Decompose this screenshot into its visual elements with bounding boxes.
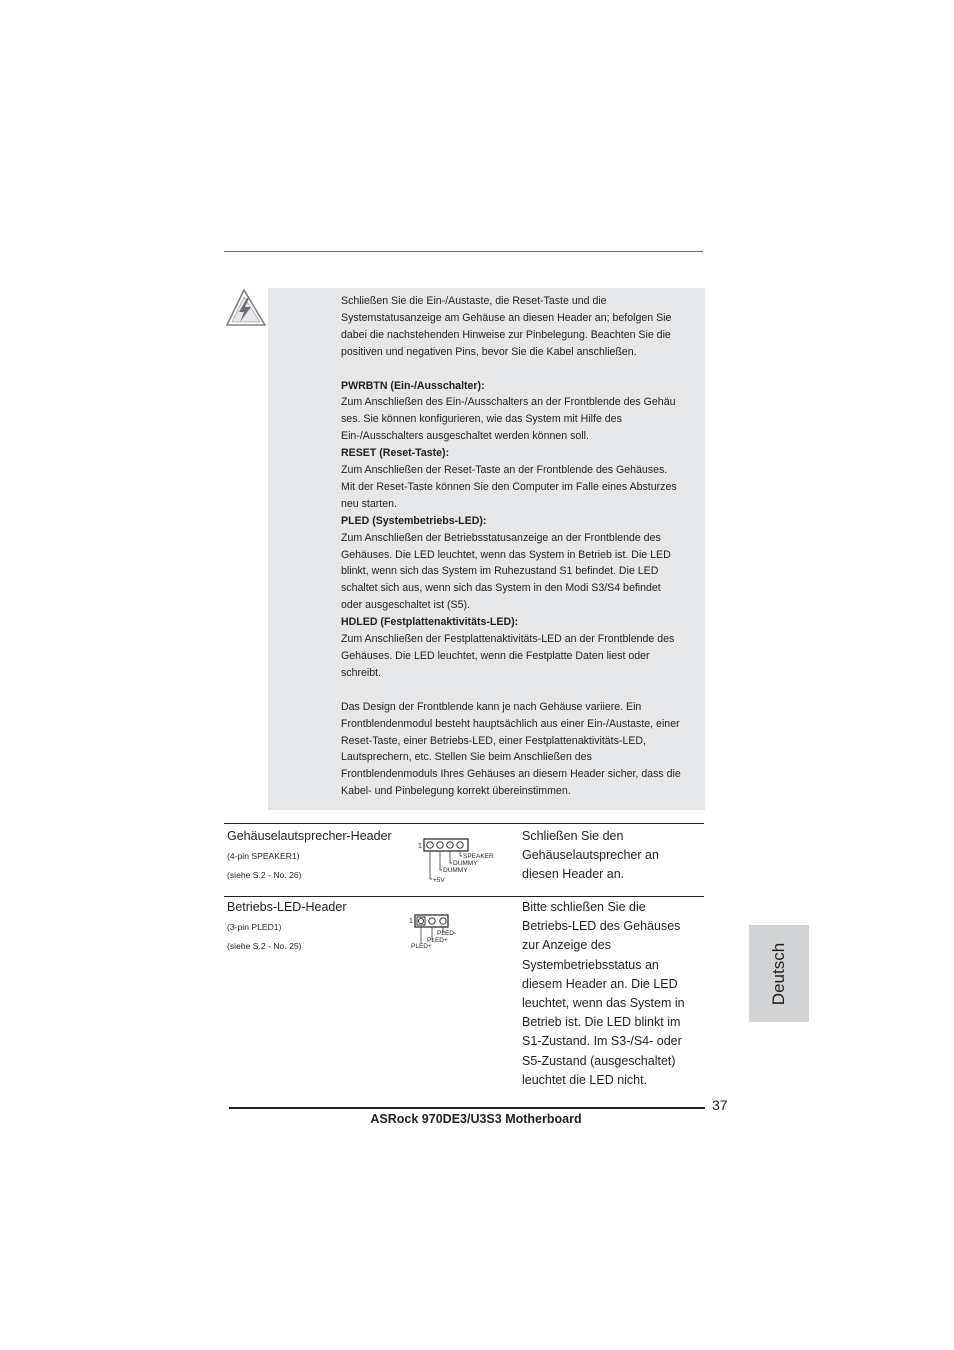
note-line: schaltet sich aus, wenn sich das System in den Modi S3/S4 befindet <box>341 582 661 595</box>
pled-pin-diagram <box>407 912 471 952</box>
desc-line: Bitte schließen Sie die <box>522 900 646 914</box>
note-line: Ein-/Ausschalters ausgeschaltet werden können soll. <box>341 430 589 443</box>
pin-label-pled-minus: PLED- <box>437 930 457 937</box>
note-line: Zum Anschließen der Reset-Taste an der Frontblende des Gehäuses. <box>341 464 668 477</box>
desc-line: Systembetriebsstatus an <box>522 957 659 972</box>
desc-line: zur Anzeige des <box>522 938 611 953</box>
note-line: Zum Anschließen der Festplattenaktivitäts-LED an der Frontblende des <box>341 633 675 646</box>
section-rule <box>224 823 704 824</box>
note-line: oder ausgeschaltet ist (S5). <box>341 599 470 612</box>
desc-line: diesen Header an. <box>522 867 625 882</box>
page-number: 37 <box>712 1097 728 1113</box>
pled-header-pins: (3-pin PLED1) <box>227 922 282 932</box>
pin-label-dummy: DUMMY <box>443 867 468 874</box>
desc-line: Schließen Sie den <box>522 829 624 843</box>
hdled-heading: HDLED (Festplattenaktivitäts-LED): <box>341 616 519 629</box>
pled-heading: PLED (Systembetriebs-LED): <box>341 514 487 527</box>
warning-icon <box>225 288 267 328</box>
note-line: Zum Anschließen des Ein-/Ausschalters an der Frontblende des Gehäu <box>341 396 676 409</box>
note-line: Lautsprechern, etc. Stellen Sie beim Anschließen des <box>341 751 592 764</box>
note-line: positiven und negativen Pins, bevor Sie die Kabel anschließen. <box>341 345 637 358</box>
pin-label-5v: +5V <box>433 877 445 884</box>
pin-label-pled-plus: PLED+ <box>427 937 448 944</box>
note-line: Gehäuses. Die LED leuchtet, wenn das System in Betrieb ist. Die LED <box>341 548 671 561</box>
speaker-header-description <box>522 827 707 885</box>
note-line: Gehäuses. Die LED leuchtet, wenn die Festplatte Daten liest oder <box>341 650 650 663</box>
note-text <box>341 293 703 800</box>
pin1-label: 1 <box>418 843 422 850</box>
note-line: Frontblendenmoduls Ihres Gehäuses an diesem Header sicher, dass die <box>341 768 681 781</box>
note-line: Kabel- und Pinbelegung korrekt übereinstimmen. <box>341 785 571 798</box>
language-tab-label: Deutsch <box>769 942 788 1005</box>
footer-title: ASRock 970DE3/U3S3 Motherboard <box>370 1112 582 1126</box>
note-line: Reset-Taste, einer Betriebs-LED, einer Festplattenaktivitäts-LED, <box>341 734 646 747</box>
desc-line: Gehäuselautsprecher an <box>522 848 659 863</box>
note-line: neu starten. <box>341 497 397 510</box>
speaker-header-ref: (siehe S.2 - No. 26) <box>227 870 302 880</box>
speaker-pin-diagram <box>416 836 498 886</box>
footer-rule <box>229 1107 705 1109</box>
pled-header-title: Betriebs-LED-Header <box>227 900 347 914</box>
note-line: Frontblendenmodul besteht hauptsächlich aus einer Ein-/Austaste, einer <box>341 717 680 730</box>
pwrbtn-heading: PWRBTN (Ein-/Ausschalter): <box>341 379 485 392</box>
pled-header-description <box>522 898 707 1090</box>
pin-label-pled-plus: PLED+ <box>411 943 432 950</box>
desc-line: diesem Header an. Die LED <box>522 976 678 991</box>
note-line: Zum Anschließen der Betriebsstatusanzeige an der Frontblende des <box>341 531 661 544</box>
desc-line: leuchtet, wenn das System in <box>522 996 685 1011</box>
note-line: ses. Sie können konfigurieren, wie das System mit Hilfe des <box>341 413 622 426</box>
pled-header-ref: (siehe S.2 - No. 25) <box>227 941 302 951</box>
note-line: blinkt, wenn sich das System im Ruhezustand S1 befindet. Die LED <box>341 565 659 578</box>
pin-label-speaker: SPEAKER <box>463 853 494 860</box>
note-box <box>268 288 705 810</box>
note-line: Das Design der Frontblende kann je nach Gehäuse variiere. Ein <box>341 700 642 713</box>
speaker-header-pins: (4-pin SPEAKER1) <box>227 851 300 861</box>
desc-line: Betriebs-LED des Gehäuses <box>522 919 681 934</box>
pin1-label: 1 <box>409 918 413 925</box>
speaker-header-title: Gehäuselautsprecher-Header <box>227 829 392 843</box>
desc-line: Betrieb ist. Die LED blinkt im <box>522 1015 681 1030</box>
note-line: Schließen Sie die Ein-/Austaste, die Reset-Taste und die <box>341 295 607 307</box>
desc-line: S5-Zustand (ausgeschaltet) <box>522 1053 676 1068</box>
desc-line: S1-Zustand. Im S3-/S4- oder <box>522 1034 682 1049</box>
top-rule <box>224 251 703 252</box>
language-tab <box>749 925 809 1022</box>
note-line: Systemstatusanzeige am Gehäuse an diesen Header an; befolgen Sie <box>341 311 672 324</box>
reset-heading: RESET (Reset-Taste): <box>341 447 450 460</box>
section-rule <box>224 896 704 897</box>
note-line: Mit der Reset-Taste können Sie den Computer im Falle eines Absturzes <box>341 480 677 493</box>
desc-line: leuchtet die LED nicht. <box>522 1072 648 1087</box>
note-line: schreibt. <box>341 666 382 679</box>
note-line: dabei die nachstehenden Hinweise zur Pinbelegung. Beachten Sie die <box>341 328 671 341</box>
pin-label-dummy: DUMMY <box>453 860 478 867</box>
